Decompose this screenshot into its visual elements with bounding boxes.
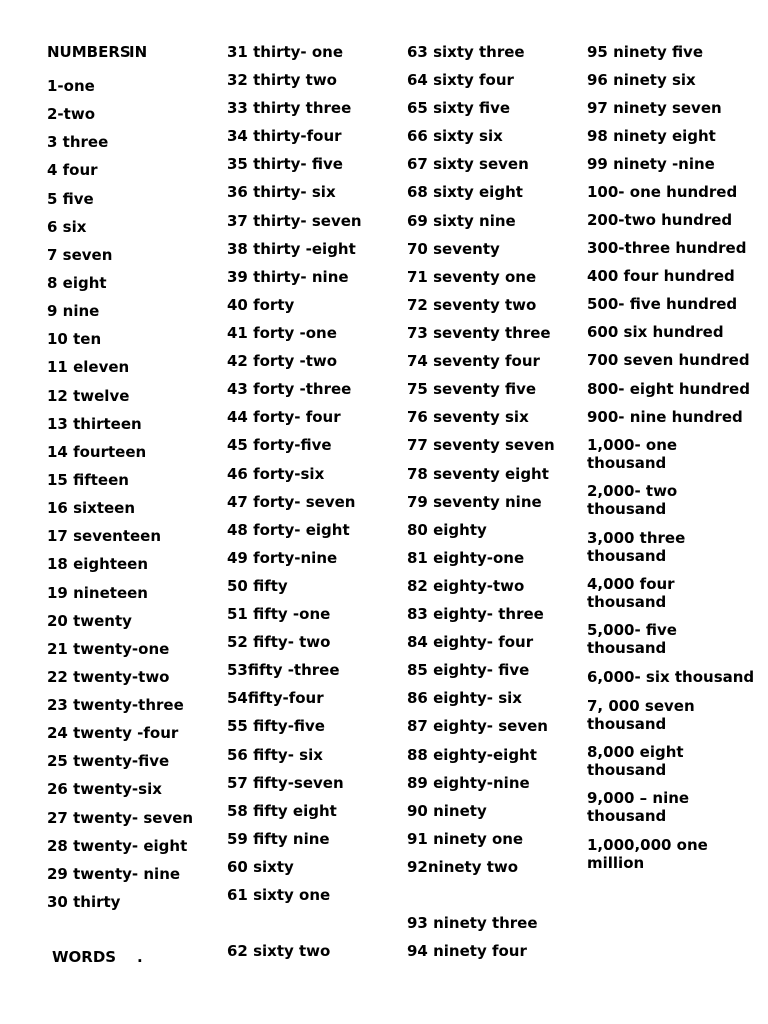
- number-word-entry: 48 forty- eight: [227, 521, 350, 539]
- number-word-entry: 35 thirty- five: [227, 155, 343, 173]
- number-word-entry: 18 eighteen: [47, 555, 149, 573]
- number-word-entry: 86 eighty- six: [407, 689, 522, 707]
- number-word-entry: 7, 000 seven thousand: [587, 697, 695, 733]
- number-word-entry: 90 ninety: [407, 802, 487, 820]
- number-word-entry: 33 thirty three: [227, 99, 352, 117]
- heading-words: WORDS .: [52, 948, 143, 966]
- number-word-entry: 55 fifty-five: [227, 717, 325, 735]
- number-word-entry: 8 eight: [47, 274, 107, 292]
- number-word-entry: 68 sixty eight: [407, 183, 523, 201]
- number-word-entry: 74 seventy four: [407, 352, 540, 370]
- number-word-entry: 9 nine: [47, 302, 100, 320]
- number-word-entry: 42 forty -two: [227, 352, 338, 370]
- number-word-entry: 57 fifty-seven: [227, 774, 344, 792]
- number-word-entry: 14 fourteen: [47, 443, 147, 461]
- number-word-entry: 26 twenty-six: [47, 780, 162, 798]
- number-word-entry: 15 fifteen: [47, 471, 129, 489]
- number-word-entry: 300-three hundred: [587, 239, 747, 257]
- number-word-entry: 73 seventy three: [407, 324, 551, 342]
- number-word-entry: 600 six hundred: [587, 323, 724, 341]
- number-word-entry: 200-two hundred: [587, 211, 733, 229]
- number-word-entry: 71 seventy one: [407, 268, 537, 286]
- number-word-entry: 93 ninety three: [407, 914, 538, 932]
- number-word-entry: 52 fifty- two: [227, 633, 331, 651]
- heading-numbers: NUMBERS: [47, 43, 131, 61]
- number-word-entry: 28 twenty- eight: [47, 837, 188, 855]
- number-word-entry: 2-two: [47, 105, 95, 123]
- number-word-entry: 39 thirty- nine: [227, 268, 349, 286]
- number-word-entry: 69 sixty nine: [407, 212, 516, 230]
- number-word-entry: 8,000 eight thousand: [587, 743, 684, 779]
- number-word-entry: 700 seven hundred: [587, 351, 750, 369]
- number-word-entry: 32 thirty two: [227, 71, 337, 89]
- number-word-entry: 29 twenty- nine: [47, 865, 181, 883]
- number-word-entry: 98 ninety eight: [587, 127, 716, 145]
- number-word-entry: 46 forty-six: [227, 465, 325, 483]
- number-word-entry: 64 sixty four: [407, 71, 514, 89]
- number-word-entry: 44 forty- four: [227, 408, 341, 426]
- number-word-entry: 85 eighty- five: [407, 661, 530, 679]
- number-word-entry: 1-one: [47, 77, 95, 95]
- number-word-entry: 500- five hundred: [587, 295, 738, 313]
- number-word-entry: 37 thirty- seven: [227, 212, 362, 230]
- number-word-entry: 59 fifty nine: [227, 830, 330, 848]
- number-word-entry: 27 twenty- seven: [47, 809, 194, 827]
- number-word-entry: 10 ten: [47, 330, 102, 348]
- number-word-entry: 900- nine hundred: [587, 408, 743, 426]
- number-word-entry: 58 fifty eight: [227, 802, 337, 820]
- number-word-entry: 96 ninety six: [587, 71, 696, 89]
- number-word-entry: 34 thirty-four: [227, 127, 342, 145]
- number-word-entry: 22 twenty-two: [47, 668, 170, 686]
- number-word-entry: 5 five: [47, 190, 94, 208]
- number-word-entry: 89 eighty-nine: [407, 774, 530, 792]
- number-word-entry: 21 twenty-one: [47, 640, 170, 658]
- number-word-entry: 7 seven: [47, 246, 113, 264]
- number-word-entry: 3,000 three thousand: [587, 529, 686, 565]
- heading-in: IN: [129, 43, 148, 61]
- number-word-entry: 60 sixty: [227, 858, 294, 876]
- number-word-entry: 400 four hundred: [587, 267, 735, 285]
- number-word-entry: 83 eighty- three: [407, 605, 544, 623]
- number-word-entry: 56 fifty- six: [227, 746, 323, 764]
- number-word-entry: 81 eighty-one: [407, 549, 525, 567]
- number-word-entry: 24 twenty -four: [47, 724, 179, 742]
- number-word-entry: 41 forty -one: [227, 324, 337, 342]
- number-word-entry: 31 thirty- one: [227, 43, 344, 61]
- number-word-entry: 4 four: [47, 161, 98, 179]
- number-word-entry: 5,000- five thousand: [587, 621, 677, 657]
- number-word-entry: 88 eighty-eight: [407, 746, 537, 764]
- number-word-entry: 95 ninety five: [587, 43, 704, 61]
- number-word-entry: 61 sixty one: [227, 886, 331, 904]
- number-word-entry: 70 seventy: [407, 240, 500, 258]
- number-word-entry: 99 ninety -nine: [587, 155, 715, 173]
- number-word-entry: 40 forty: [227, 296, 295, 314]
- number-word-entry: 75 seventy five: [407, 380, 537, 398]
- number-word-entry: 91 ninety one: [407, 830, 524, 848]
- number-word-entry: 66 sixty six: [407, 127, 503, 145]
- number-word-entry: 54fifty-four: [227, 689, 324, 707]
- number-word-entry: 51 fifty -one: [227, 605, 331, 623]
- number-word-entry: 92ninety two: [407, 858, 519, 876]
- number-word-entry: 800- eight hundred: [587, 380, 750, 398]
- number-word-entry: 38 thirty -eight: [227, 240, 356, 258]
- number-word-entry: 1,000,000 one million: [587, 836, 708, 872]
- number-word-entry: 53fifty -three: [227, 661, 340, 679]
- number-word-entry: 67 sixty seven: [407, 155, 529, 173]
- number-word-entry: 30 thirty: [47, 893, 121, 911]
- number-word-entry: 13 thirteen: [47, 415, 142, 433]
- number-word-entry: 1,000- one thousand: [587, 436, 678, 472]
- number-word-entry: 63 sixty three: [407, 43, 525, 61]
- number-word-entry: 45 forty-five: [227, 436, 332, 454]
- number-word-entry: 11 eleven: [47, 358, 130, 376]
- number-word-entry: 47 forty- seven: [227, 493, 356, 511]
- number-word-entry: 97 ninety seven: [587, 99, 722, 117]
- number-word-entry: 65 sixty five: [407, 99, 511, 117]
- number-word-entry: 6 six: [47, 218, 87, 236]
- number-word-entry: 77 seventy seven: [407, 436, 555, 454]
- number-word-entry: 79 seventy nine: [407, 493, 542, 511]
- number-word-entry: 43 forty -three: [227, 380, 352, 398]
- number-word-entry: 78 seventy eight: [407, 465, 549, 483]
- number-word-entry: 9,000 – nine thousand: [587, 789, 690, 825]
- number-word-entry: 17 seventeen: [47, 527, 162, 545]
- number-word-entry: 16 sixteen: [47, 499, 136, 517]
- number-word-entry: 87 eighty- seven: [407, 717, 548, 735]
- number-word-entry: 62 sixty two: [227, 942, 331, 960]
- number-word-entry: 12 twelve: [47, 387, 130, 405]
- number-word-entry: 36 thirty- six: [227, 183, 336, 201]
- number-word-entry: 72 seventy two: [407, 296, 537, 314]
- number-word-entry: 3 three: [47, 133, 109, 151]
- number-word-entry: 25 twenty-five: [47, 752, 170, 770]
- number-word-entry: 49 forty-nine: [227, 549, 338, 567]
- number-word-entry: 2,000- two thousand: [587, 482, 678, 518]
- number-word-entry: 94 ninety four: [407, 942, 527, 960]
- number-word-entry: 4,000 four thousand: [587, 575, 675, 611]
- number-word-entry: 100- one hundred: [587, 183, 738, 201]
- number-word-entry: 19 nineteen: [47, 584, 148, 602]
- number-word-entry: 84 eighty- four: [407, 633, 534, 651]
- number-word-entry: 23 twenty-three: [47, 696, 184, 714]
- number-word-entry: 82 eighty-two: [407, 577, 525, 595]
- number-word-entry: 80 eighty: [407, 521, 487, 539]
- number-word-entry: 76 seventy six: [407, 408, 529, 426]
- number-word-entry: 50 fifty: [227, 577, 288, 595]
- number-word-entry: 20 twenty: [47, 612, 132, 630]
- number-word-entry: 6,000- six thousand: [587, 668, 755, 686]
